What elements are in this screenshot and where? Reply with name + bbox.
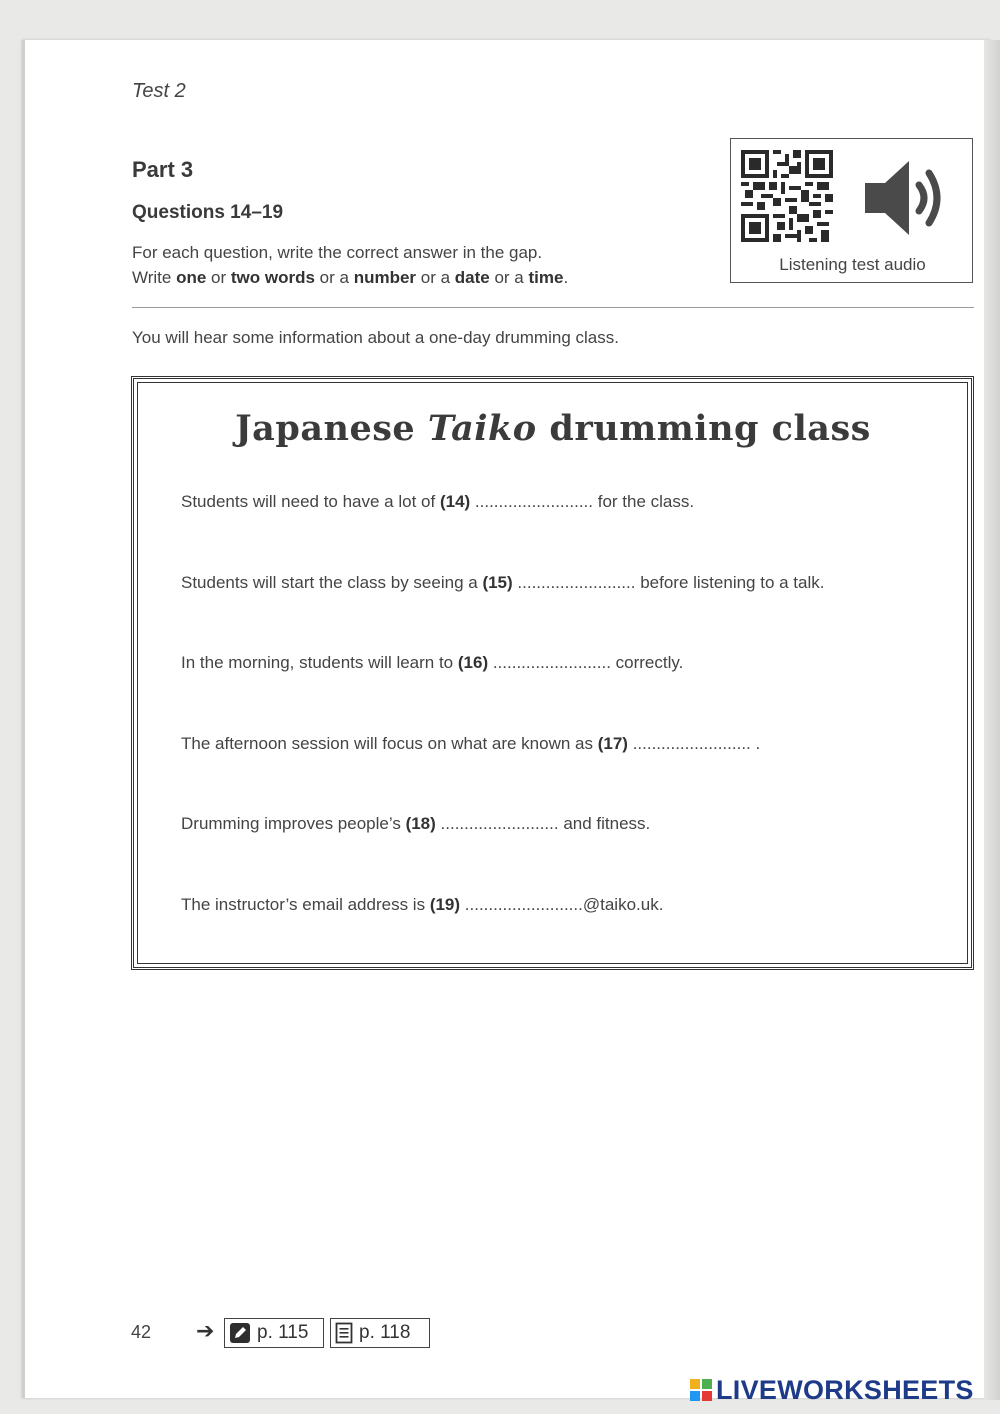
page-edge-shadow — [22, 40, 25, 1398]
question-number: (16) — [457, 653, 489, 672]
speaker-icon[interactable] — [863, 157, 947, 239]
item-text: before listening to a talk. — [640, 573, 825, 592]
notes-title-part: drumming class — [536, 408, 871, 449]
question-number: (14) — [439, 492, 471, 511]
item-text: . — [755, 734, 761, 753]
instr-bold: one — [176, 268, 207, 287]
page-edge-shadow-right — [984, 40, 1000, 1400]
question-number: (18) — [405, 814, 436, 833]
instr-text: Write — [132, 268, 177, 287]
item-text: Students will need to have a lot of — [181, 492, 440, 511]
item-text: The afternoon session will focus on what are known as — [181, 734, 598, 753]
instr-text: or — [206, 268, 231, 287]
instr-text: . — [563, 268, 569, 287]
page-number: 42 — [131, 1322, 152, 1342]
test-label: Test 2 — [132, 80, 186, 102]
gap-item-15 — [181, 573, 824, 593]
answer-gap[interactable]: ......................... — [460, 895, 583, 914]
part-label: Part 3 — [132, 157, 194, 182]
ref-link-118[interactable] — [330, 1318, 430, 1348]
ref-label: p. 118 — [359, 1322, 411, 1343]
qr-code-icon[interactable] — [741, 150, 833, 242]
audio-qr-box[interactable] — [730, 138, 973, 283]
item-text: and fitness. — [563, 814, 651, 833]
instr-bold: date — [454, 268, 490, 287]
answer-gap[interactable]: ......................... — [470, 492, 598, 511]
question-number: (19) — [429, 895, 461, 914]
instr-bold: time — [528, 268, 564, 287]
audio-caption: Listening test audio — [779, 255, 926, 274]
questions-label: Questions 14–19 — [132, 202, 284, 223]
divider — [132, 307, 974, 308]
ref-label: p. 115 — [257, 1322, 309, 1343]
item-text: Drumming improves people’s — [181, 814, 406, 833]
gap-item-18 — [181, 814, 650, 834]
notes-title — [0, 408, 1000, 449]
item-text: In the morning, students will learn to — [181, 653, 458, 672]
answer-gap[interactable]: ......................... — [488, 653, 616, 672]
question-number: (15) — [482, 573, 513, 592]
brand-text: LIVEWORKSHEETS — [716, 1374, 974, 1405]
instr-text: or a — [416, 268, 455, 287]
instr-bold: two words — [230, 268, 315, 287]
gap-item-19 — [181, 895, 663, 915]
gap-item-17 — [181, 734, 760, 754]
notes-title-italic: Taiko — [427, 408, 537, 449]
liveworksheets-logo — [690, 1375, 974, 1405]
instr-text: or a — [489, 268, 529, 287]
item-text: The instructor’s email address is — [181, 895, 430, 914]
item-text: correctly. — [615, 653, 684, 672]
instruction-line-2 — [132, 267, 568, 289]
item-text: @taiko.uk. — [582, 895, 664, 914]
item-text: for the class. — [597, 492, 695, 511]
question-number: (17) — [597, 734, 628, 753]
gap-item-14 — [181, 492, 694, 512]
answer-gap[interactable]: ......................... — [435, 814, 564, 833]
notes-frame — [131, 376, 974, 970]
liveworksheets-logo-icon — [690, 1379, 712, 1401]
intro-text: You will hear some information about a one-day drumming class. — [132, 328, 619, 347]
notes-frame-inner — [137, 382, 968, 964]
ref-link-115[interactable] — [224, 1318, 324, 1348]
instr-text: or a — [314, 268, 354, 287]
arrow-right-icon: ➔ — [196, 1318, 215, 1343]
instr-bold: number — [353, 268, 417, 287]
instruction-line-1: For each question, write the correct answer in the gap. — [132, 243, 543, 262]
answer-gap[interactable]: ......................... — [512, 573, 641, 592]
gap-item-16 — [181, 653, 683, 673]
document-icon — [335, 1322, 353, 1344]
notes-title-part: Japanese — [235, 408, 428, 449]
pen-square-icon — [229, 1322, 251, 1344]
answer-gap[interactable]: ......................... — [627, 734, 756, 753]
item-text: Students will start the class by seeing a — [181, 573, 483, 592]
